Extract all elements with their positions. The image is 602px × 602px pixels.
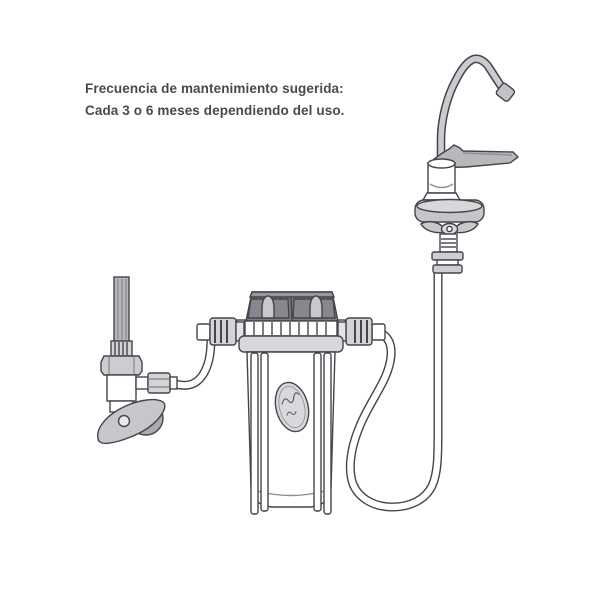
faucet-outlet-tube bbox=[350, 268, 438, 507]
dispensing-faucet bbox=[415, 59, 518, 273]
quick-connect-fitting bbox=[432, 252, 463, 273]
valve-handle-hole bbox=[119, 416, 130, 427]
valve-handle bbox=[98, 400, 165, 444]
maintenance-note-line1: Frecuencia de mantenimiento sugerida: bbox=[85, 81, 344, 96]
faucet-base bbox=[415, 200, 484, 223]
valve-hex-nut bbox=[101, 356, 142, 375]
maintenance-note-line2: Cada 3 o 6 meses dependiendo del uso. bbox=[85, 103, 345, 118]
valve-outlet-nut bbox=[148, 373, 177, 393]
cap-port-left bbox=[262, 296, 274, 318]
riser-pipe bbox=[114, 277, 129, 341]
wing-nut bbox=[421, 222, 478, 235]
faucet-stem bbox=[440, 234, 457, 252]
inlet-tube bbox=[175, 336, 211, 385]
supply-valve bbox=[98, 277, 177, 443]
valve-outlet-stub bbox=[136, 377, 148, 389]
filter-housing bbox=[197, 292, 385, 514]
valve-body bbox=[107, 375, 136, 401]
sump-fin bbox=[324, 353, 331, 514]
inlet-tube-end bbox=[197, 324, 210, 340]
outlet-tube-end bbox=[372, 324, 385, 340]
housing-collar bbox=[239, 336, 343, 352]
pipe-compression-nut bbox=[111, 341, 132, 356]
filter-cap-skirt bbox=[245, 321, 337, 336]
faucet-spout bbox=[441, 59, 516, 160]
cap-port-right bbox=[310, 296, 322, 318]
faucet-body bbox=[423, 159, 460, 200]
filter-cap bbox=[246, 292, 338, 321]
sump-fin bbox=[314, 353, 321, 511]
sump-fin bbox=[251, 353, 258, 514]
sump-fin bbox=[261, 353, 268, 511]
